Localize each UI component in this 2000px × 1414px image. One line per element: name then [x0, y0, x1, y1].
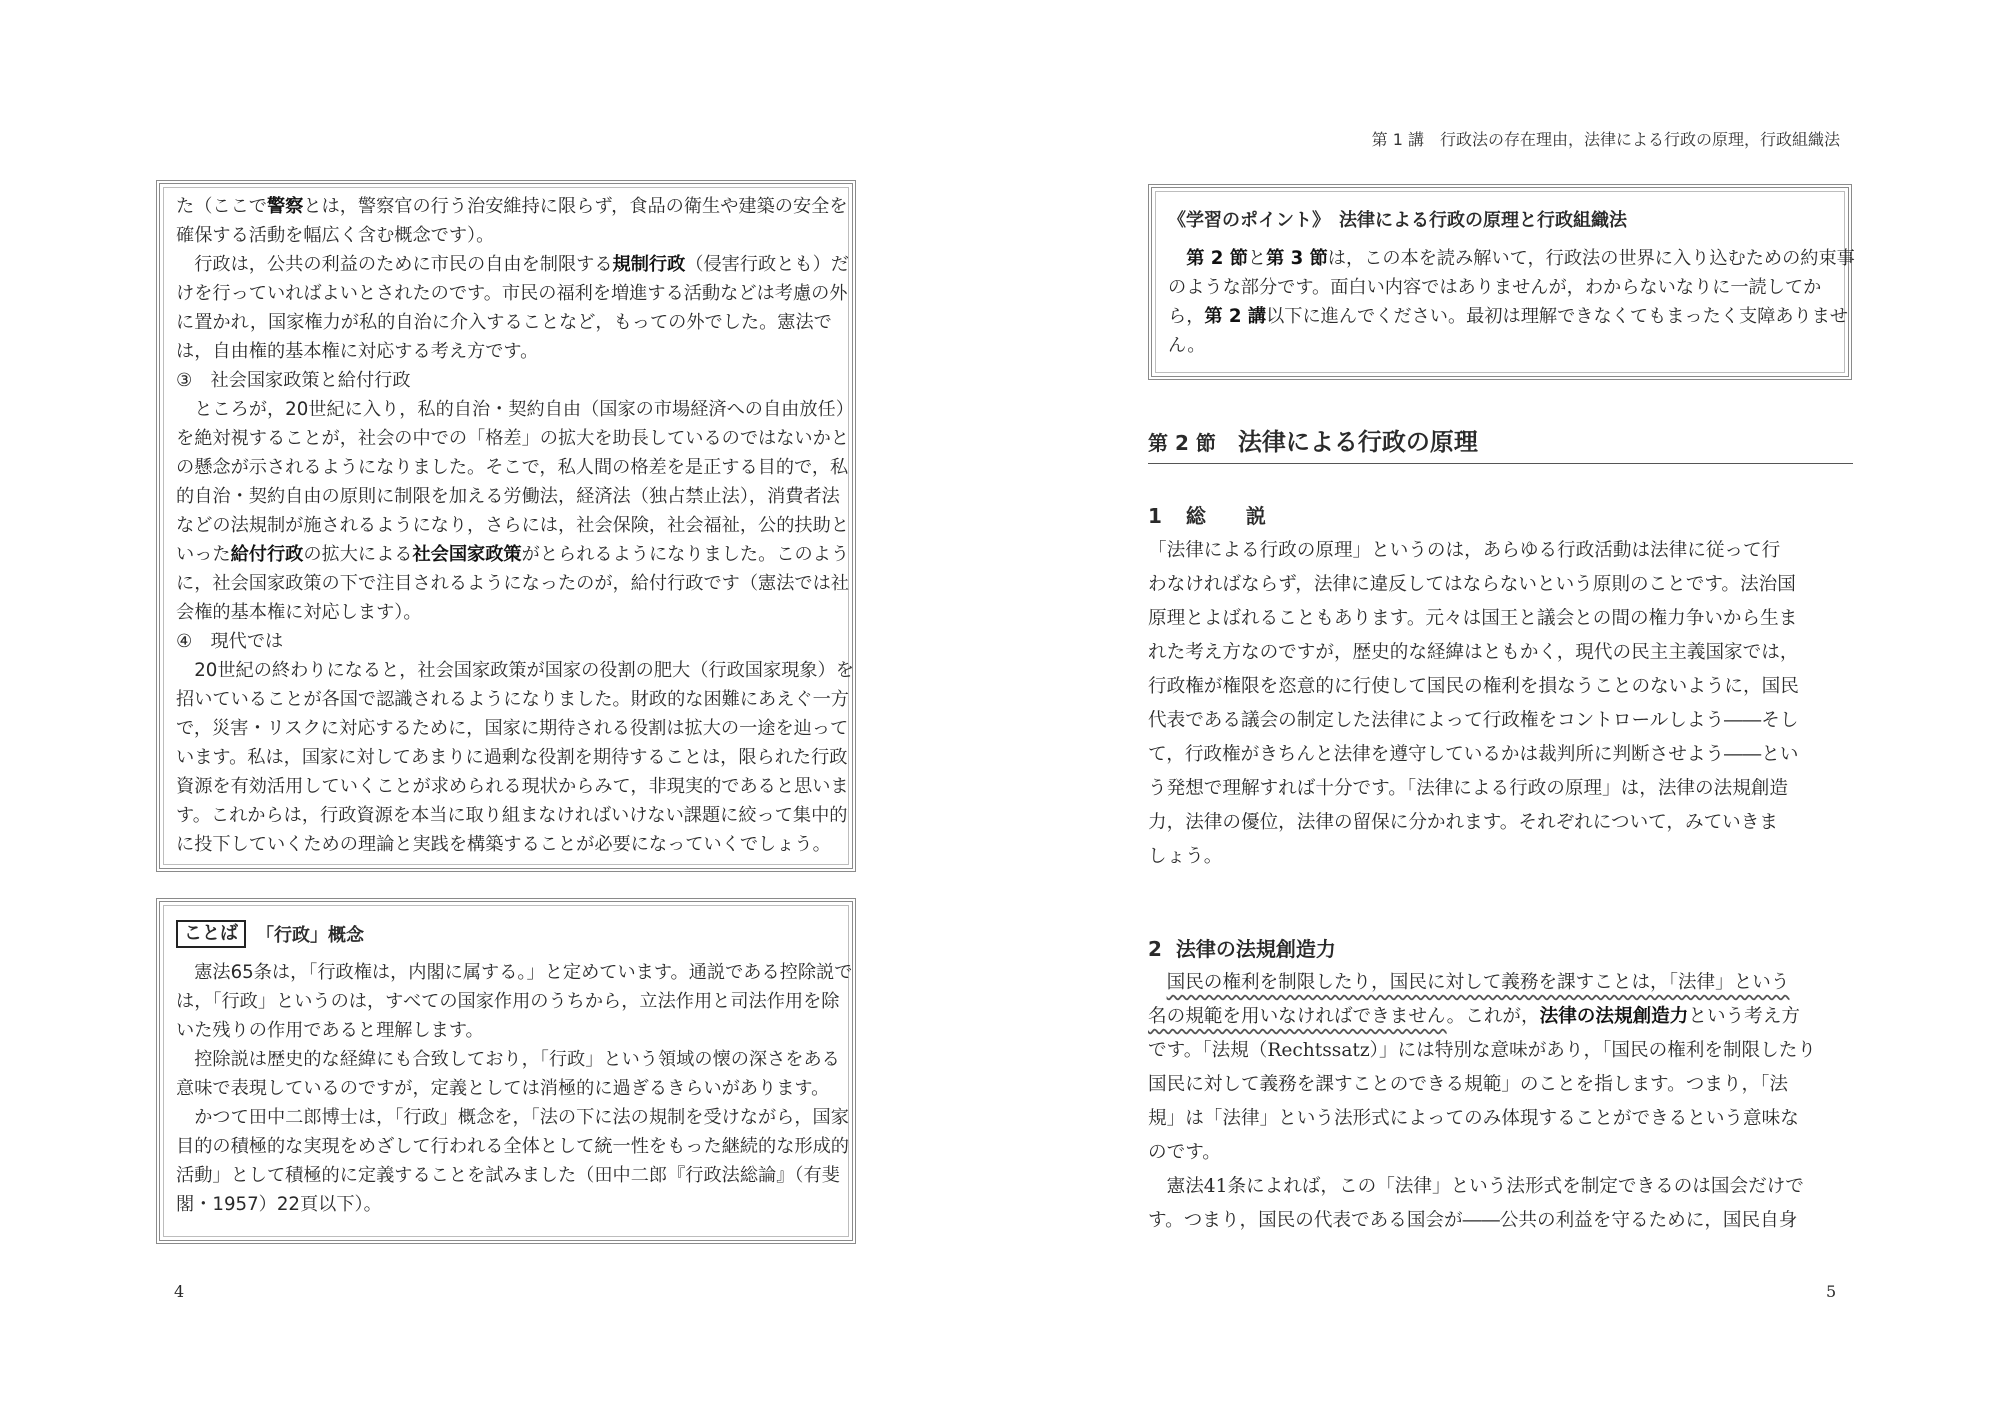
text-line: ら，第 2 講以下に進んでください。最初は理解できなくてもまったく支障ありませ — [1168, 306, 1849, 327]
text-line: 活動」として積極的に定義することを試みました（田中二郎『行政法総論』（有斐 — [176, 1165, 840, 1186]
text-line: 行政権が権限を恣意的に行使して国民の権利を損なうことのないように，国民 — [1148, 676, 1799, 697]
text-line: は，自由権的基本権に対応する考え方です。 — [176, 341, 539, 362]
text-line: いた残りの作用であると理解します。 — [176, 1020, 484, 1041]
text-line: 的自治・契約自由の原則に制限を加える労働法，経済法（独占禁止法），消費者法 — [176, 486, 840, 507]
study-point-box — [1148, 184, 1855, 380]
text-line: 力，法律の優位，法律の留保に分かれます。それぞれについて，みていきま — [1148, 812, 1778, 833]
text-line: を絶対視することが，社会の中での「格差」の拡大を助長しているのではないかと — [176, 428, 849, 449]
text-line: 目的の積極的な実現をめざして行われる全体として統一性をもった継続的な形成的 — [176, 1136, 849, 1157]
text-line: す。つまり，国民の代表である国会が――公共の利益を守るために，国民自身 — [1148, 1210, 1798, 1231]
text-line: 閣・1957）22頁以下）。 — [176, 1194, 382, 1215]
text-line: う発想で理解すれば十分です。「法律による行政の原理」は，法律の法規創造 — [1148, 778, 1788, 799]
section-heading: 法律による行政の原理 — [1237, 428, 1478, 456]
subheading-modern: ④ 現代では — [176, 631, 284, 652]
text-line: 「法律による行政の原理」というのは，あらゆる行政活動は法律に従って行 — [1148, 540, 1781, 561]
text-line: の懸念が示されるようになりました。そこで，私人間の格差を是正する目的で，私 — [176, 457, 849, 478]
section-number: 第 2 節 — [1148, 431, 1216, 455]
text-line: けを行っていればよいとされたのです。市民の福利を増進する活動などは考慮の外 — [176, 283, 848, 304]
text-line: 行政は，公共の利益のために市民の自由を制限する規制行政（侵害行政とも）だ — [194, 254, 849, 275]
text-line: いった給付行政の拡大による社会国家政策がとられるようになりました。このよう — [176, 544, 850, 565]
text-line: れた考え方なのですが，歴史的な経緯はともかく，現代の民主主義国家では， — [1148, 642, 1799, 663]
subsection-1-heading: 1 総 説 — [1148, 504, 1266, 528]
text-line: わなければならず，法律に違反してはならないという原則のことです。法治国 — [1148, 574, 1796, 595]
text-line: 20世紀の終わりになると，社会国家政策が国家の役割の肥大（行政国家現象）を — [194, 660, 854, 681]
kotoba-header — [176, 920, 836, 948]
wavy-underlined-text: 国民の権利を制限したり，国民に対して義務を課すことは，「法律」という — [1166, 972, 1790, 993]
text-line: ところが，20世紀に入り，私的自治・契約自由（国家の市場経済への自由放任） — [194, 399, 854, 420]
text-line: に置かれ，国家権力が私的自治に介入することなど，もっての外でした。憲法で — [176, 312, 832, 333]
text-line: 確保する活動を幅広く含む概念です）。 — [176, 225, 495, 246]
text-line: 招いていることが各国で認識されるようになりました。財政的な困難にあえぐ一方 — [176, 689, 849, 710]
text-line: のです。 — [1148, 1142, 1221, 1163]
page-number-right: 5 — [1826, 1282, 1837, 1301]
text-line: で，災害・リスクに対応するために，国家に期待される役割は拡大の一途を辿って — [176, 718, 849, 739]
text-line: のような部分です。面白い内容ではありませんが，わからないなりに一読してか — [1168, 277, 1822, 298]
text-line: は，「行政」というのは，すべての国家作用のうちから，立法作用と司法作用を除 — [176, 991, 840, 1012]
text-line: て，行政権がきちんと法律を遵守しているかは裁判所に判断させよう――とい — [1148, 744, 1799, 765]
kotoba-box — [156, 898, 856, 1244]
running-head: 第 1 講 行政法の存在理由，法律による行政の原理，行政組織法 — [1371, 130, 1840, 149]
left-content-box — [156, 180, 856, 872]
text-line: 名の規範を用いなければできません。これが，法律の法規創造力という考え方 — [1148, 1006, 1800, 1027]
page-number-left: 4 — [174, 1282, 185, 1301]
study-point-title: 《学習のポイント》 法律による行政の原理と行政組織法 — [1168, 210, 1627, 231]
text-line: 憲法65条は，「行政権は，内閣に属する。」と定めています。通説である控除説で — [194, 962, 853, 983]
text-line: に投下していくための理論と実践を構築することが必要になっていくでしょう。 — [176, 834, 831, 855]
text-line: に，社会国家政策の下で注目されるようになったのが，給付行政です（憲法では社 — [176, 573, 849, 594]
text-line: などの法規制が施されるようになり，さらには，社会保険，社会福祉，公的扶助と — [176, 515, 849, 536]
text-line: 会権的基本権に対応します）。 — [176, 602, 422, 623]
text-line: た（ここで警察とは，警察官の行う治安維持に限らず，食品の衛生や建築の安全を — [176, 196, 848, 217]
text-line: 第 2 節と第 3 節は，この本を読み解いて，行政法の世界に入り込むための約束事 — [1186, 248, 1855, 269]
text-line: 規」は「法律」という法形式によってのみ体現することができるという意味な — [1148, 1108, 1799, 1129]
subsection-2-body — [1148, 966, 1856, 1238]
text-line: 原理とよばれることもあります。元々は国王と議会との間の権力争いから生ま — [1148, 608, 1798, 629]
kotoba-title: 「行政」概念 — [256, 925, 364, 946]
subsection-2-heading: 2 法律の法規創造力 — [1148, 937, 1336, 961]
text-line: 控除説は歴史的な経緯にも合致しており，「行政」という領域の懐の深さをある — [194, 1049, 840, 1070]
text-line: 代表である議会の制定した法律によって行政権をコントロールしよう――そし — [1148, 710, 1799, 731]
text-line: す。これからは，行政資源を本当に取り組まなければいけない課題に絞って集中的 — [176, 805, 848, 826]
subheading-social-state: ③ 社会国家政策と給付行政 — [176, 370, 411, 391]
text-line: 意味で表現しているのですが，定義としては消極的に過ぎるきらいがあります。 — [176, 1078, 830, 1099]
text-line: かつて田中二郎博士は，「行政」概念を，「法の下に法の規制を受けながら，国家 — [194, 1107, 849, 1128]
text-line: です。「法規（Rechtssatz）」には特別な意味があり，「国民の権利を制限したり — [1148, 1040, 1816, 1061]
text-line — [1148, 966, 1856, 1000]
wavy-underlined-text: 名の規範を用いなければできません — [1148, 1006, 1447, 1027]
text-line: 国民に対して義務を課すことのできる規範」のことを指します。つまり，「法 — [1148, 1074, 1788, 1095]
subsection-1-body — [1148, 534, 1856, 874]
text-line: ん。 — [1168, 335, 1206, 356]
text-line: 資源を有効活用していくことが求められる現状からみて，非現実的であると思いま — [176, 776, 849, 797]
text-line: しょう。 — [1148, 846, 1223, 867]
text-line: います。私は，国家に対してあまりに過剰な役割を期待することは，限られた行政 — [176, 747, 848, 768]
kotoba-tag: ことば — [176, 920, 246, 948]
section-title — [1148, 422, 1853, 464]
text-line: 憲法41条によれば，この「法律」という法形式を制定できるのは国会だけで — [1166, 1176, 1804, 1197]
